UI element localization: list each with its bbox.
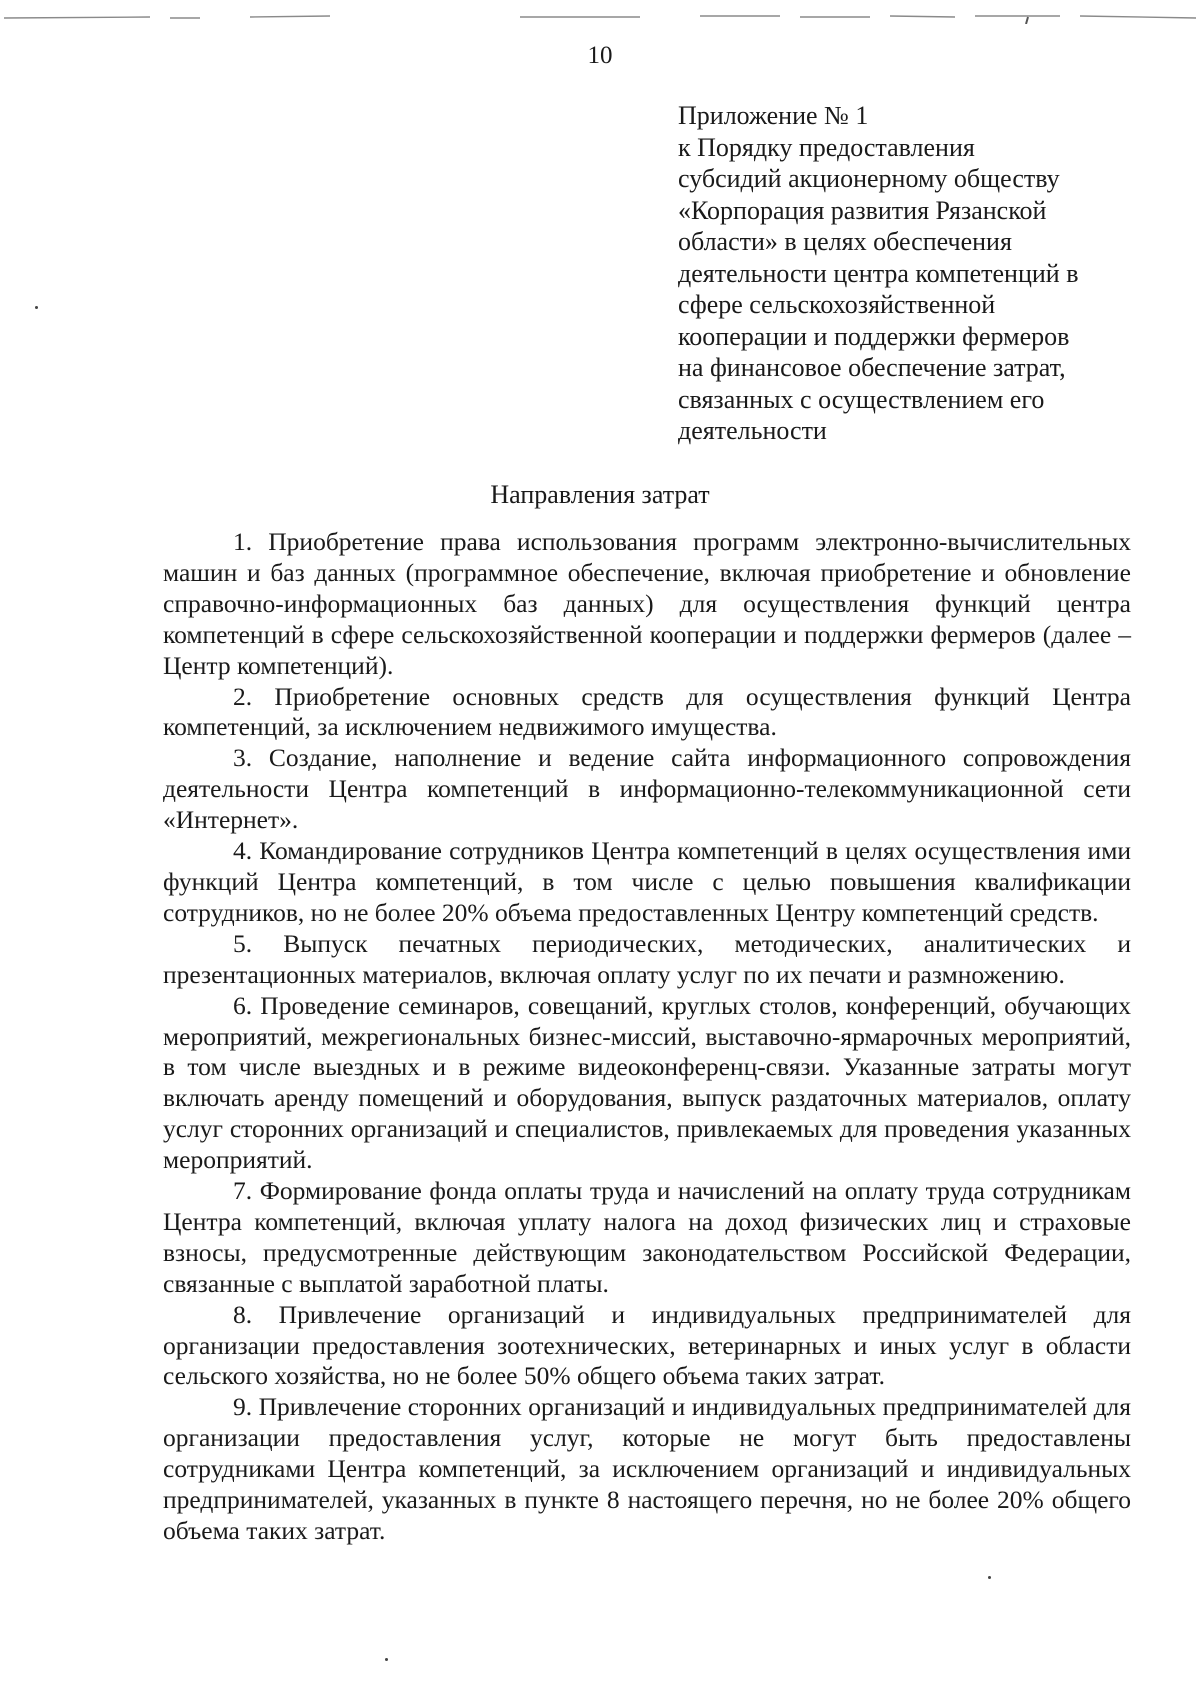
scan-speck (35, 306, 38, 309)
cost-items-list (163, 527, 1131, 1547)
appendix-line: сфере сельскохозяйственной (678, 290, 996, 319)
list-item: 7. Формирование фонда оплаты труда и начислений на оплату труда сотрудникам Центра компетенций, включая уплату налога на доход физических лиц и страховые взносы, предусмотренные действующим законодательством Российской Федерации, связанные с выплатой заработной платы. (163, 1176, 1131, 1298)
list-item: 1. Приобретение права использования программ электронно-вычислительных машин и баз данных (программное обеспечение, включая приобретение и обновление справочно-информационных баз данных) для осуществления функций центра компетенций в сфере сельскохозяйственной кооперации и поддержки фермеров (далее – Центр компетенций). (163, 527, 1131, 680)
page-number: 10 (587, 42, 613, 69)
list-item: 6. Проведение семинаров, совещаний, круглых столов, конференций, обучающих мероприятий, межрегиональных бизнес-миссий, выставочно-ярмарочных мероприятий, в том числе выездных и в режиме видеоконференц-связи. Указанные затраты могут включать аренду помещений и оборудования, выпуск раздаточных материалов, оплату услуг сторонних организаций и специалистов, привлекаемых для проведения указанных мероприятий. (163, 990, 1131, 1175)
list-item: 2. Приобретение основных средств для осуществления функций Центра компетенций, за исключением недвижимого имущества. (163, 681, 1131, 742)
appendix-line: на финансовое обеспечение затрат, (678, 353, 1066, 382)
list-item: 5. Выпуск печатных периодических, методических, аналитических и презентационных материалов, включая оплату услуг по их печати и размножению. (163, 928, 1131, 989)
list-item: 4. Командирование сотрудников Центра компетенций в целях осуществления ими функций Центра компетенций, в том числе с целью повышения квалификации сотрудников, но не более 20% объема предоставленных Центру компетенций средств. (163, 836, 1131, 927)
appendix-line: деятельности (678, 416, 827, 445)
scan-speck (385, 1658, 388, 1661)
appendix-line: субсидий акционерному обществу (678, 164, 1060, 193)
appendix-line: «Корпорация развития Рязанской (678, 195, 1047, 225)
appendix-line: связанных с осуществлением его (678, 384, 1045, 414)
scan-edge-artifact (0, 0, 1200, 24)
list-item: 9. Привлечение сторонних организаций и индивидуальных предпринимателей для организации предоставления услуг, которые не могут быть предоставлены сотрудниками Центра компетенций, за исключением организаций и индивидуальных предпринимателей, указанных в пункте 8 настоящего перечня, но не более 20% общего объема таких затрат. (163, 1392, 1131, 1545)
section-title: Направления затрат (490, 480, 710, 509)
appendix-line: к Порядку предоставления (678, 132, 975, 162)
appendix-line: области» в целях обеспечения (678, 227, 1012, 256)
scan-speck (988, 1576, 991, 1579)
list-item: 3. Создание, наполнение и ведение сайта информационного сопровождения деятельности Центра компетенций в информационно-телекоммуникационной сети «Интернет». (163, 743, 1131, 835)
appendix-line: деятельности центра компетенций в (678, 258, 1079, 288)
appendix-note (678, 100, 1148, 447)
list-item: 8. Привлечение организаций и индивидуальных предпринимателей для организации предоставления зоотехнических, ветеринарных и иных услуг в области сельского хозяйства, но не более 50% общего объема таких затрат. (163, 1299, 1131, 1391)
appendix-line: Приложение № 1 (678, 101, 869, 130)
appendix-line: кооперации и поддержки фермеров (678, 321, 1070, 351)
